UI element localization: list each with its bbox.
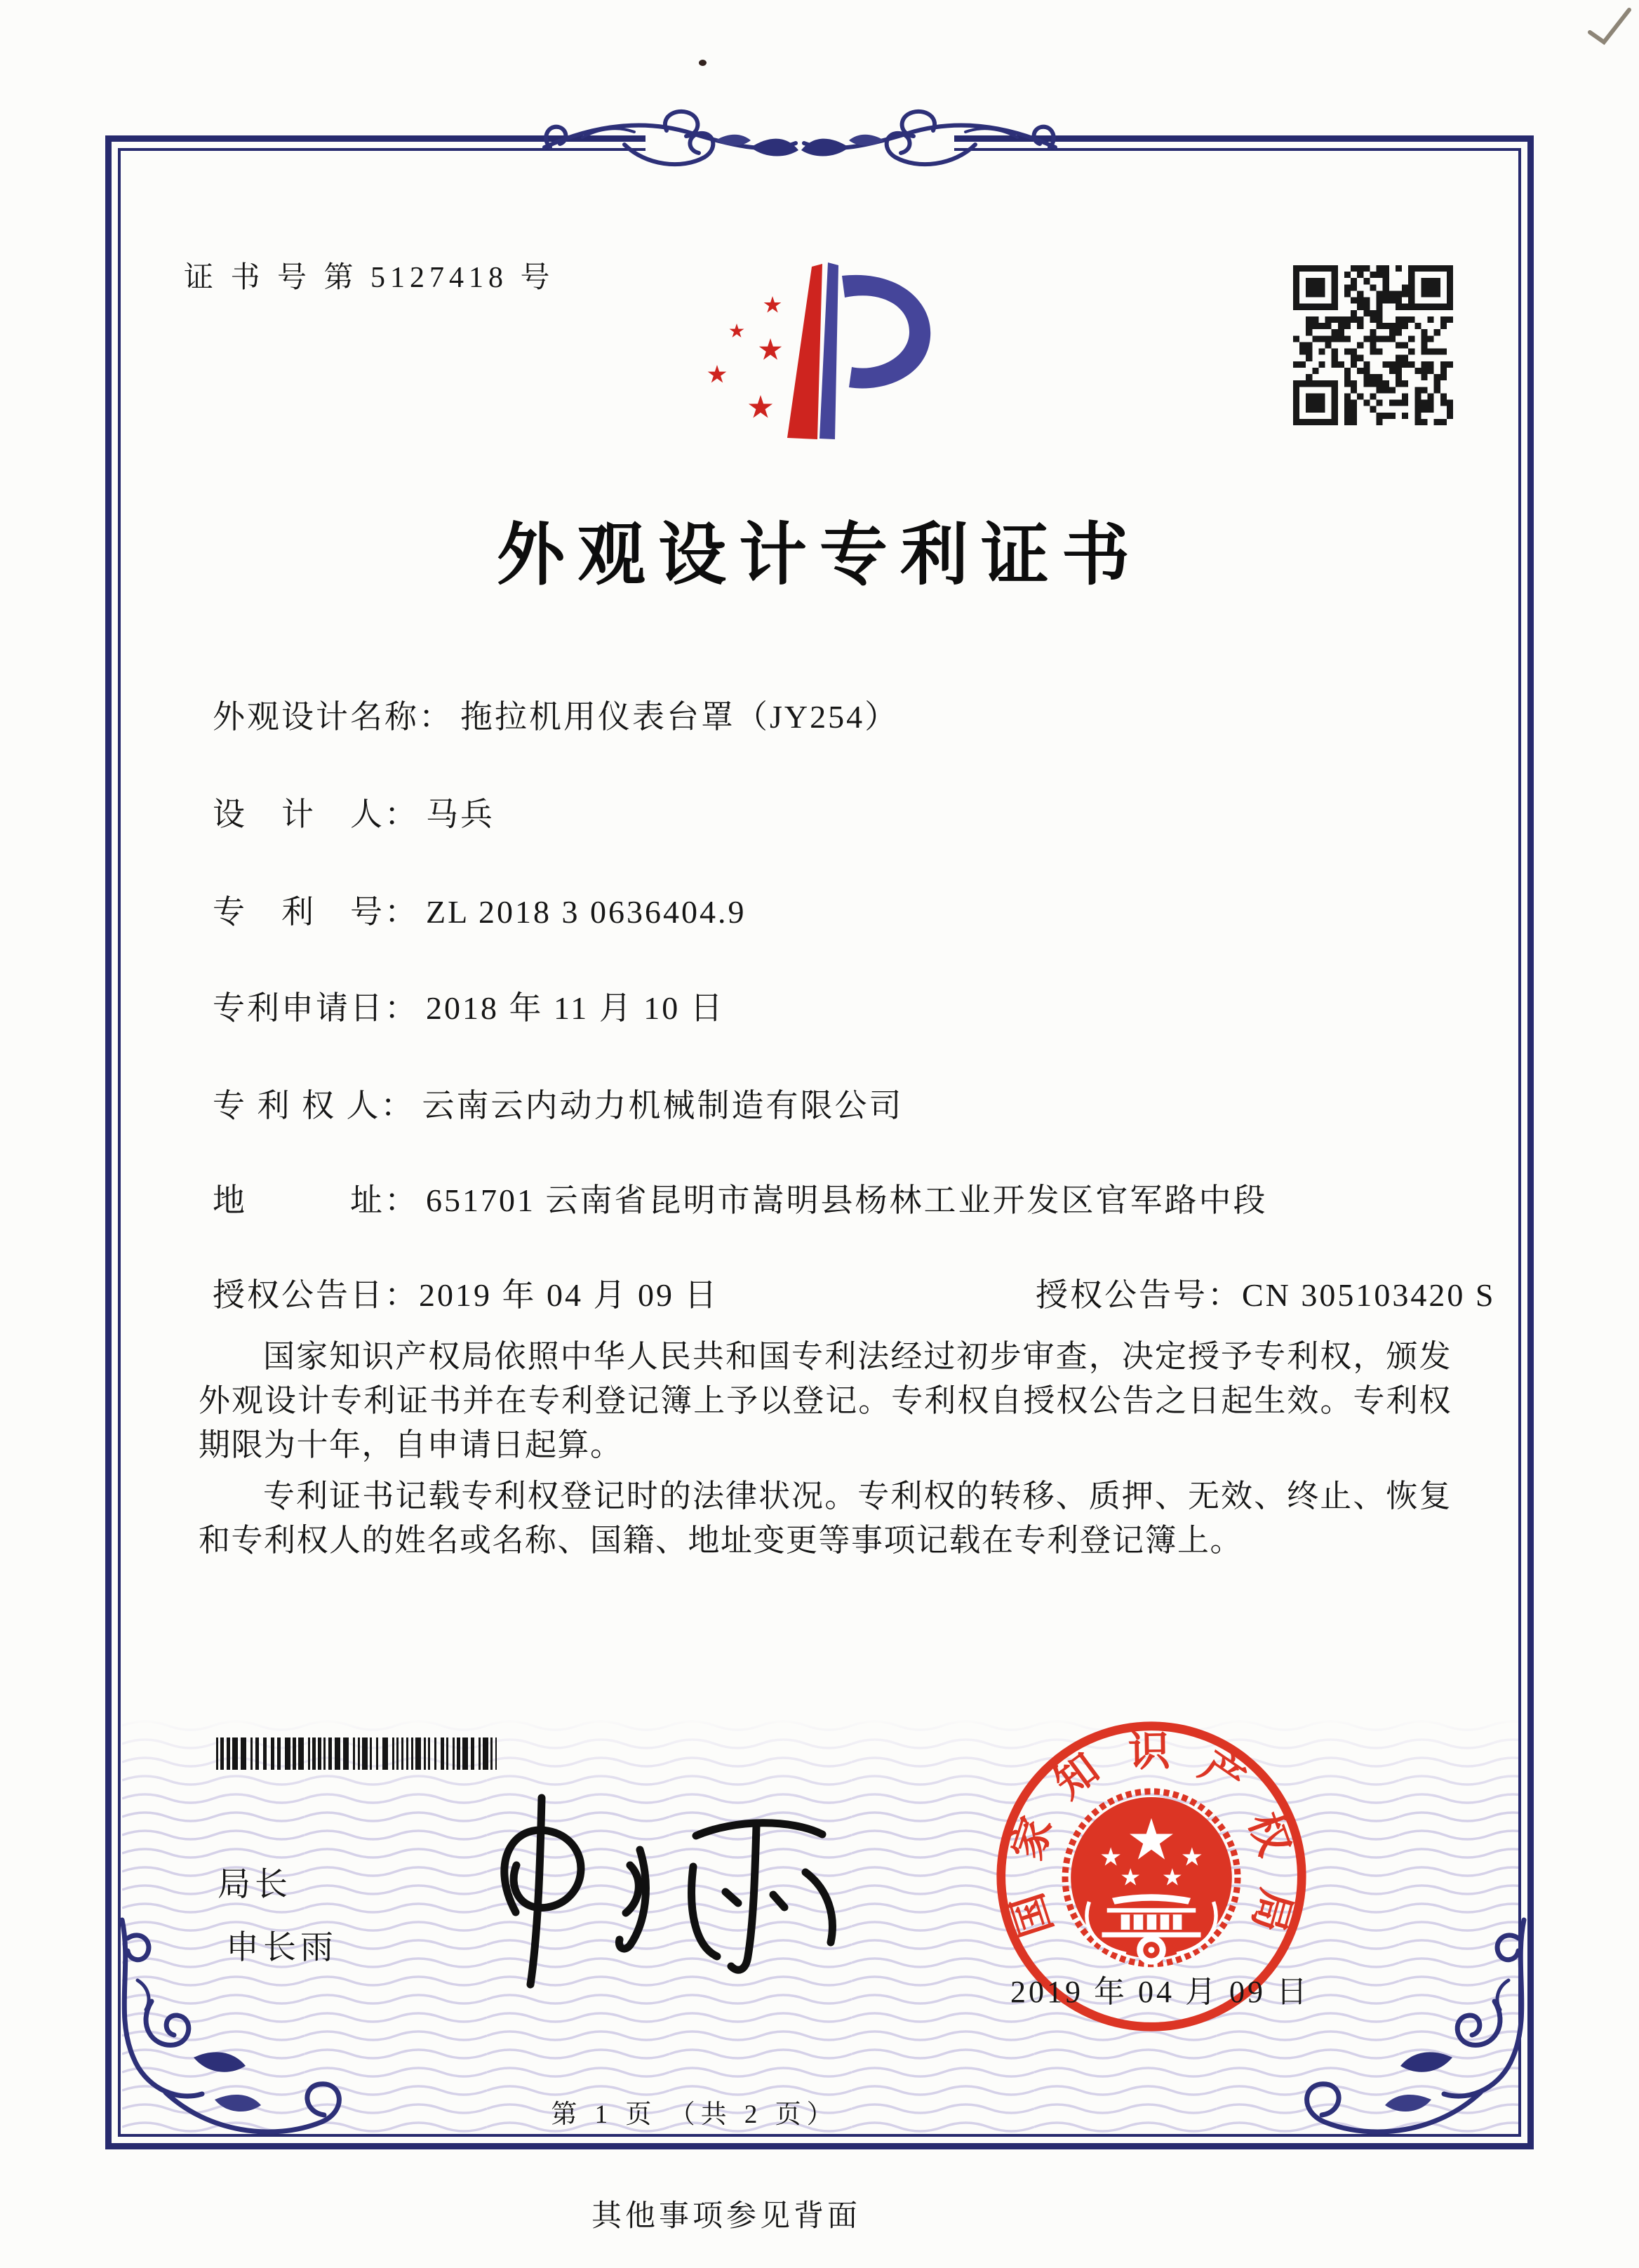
grant-number-label: 授权公告号： — [1036, 1277, 1242, 1313]
field-patentee — [213, 1080, 904, 1126]
field-grant-row — [213, 1269, 1496, 1316]
field-value: ZL 2018 3 0636404.9 — [426, 894, 747, 930]
pen-checkmark — [1584, 6, 1633, 48]
field-value: 拖拉机用仪表台罩（JY254） — [460, 699, 899, 735]
certificate-number: 证 书 号 第 5127418 号 — [184, 262, 555, 294]
officer-title: 局长 — [218, 1867, 292, 1903]
field-label: 专利申请日： — [213, 990, 419, 1026]
grant-date-label: 授权公告日： — [213, 1277, 419, 1313]
certificate-title: 外观设计专利证书 — [497, 516, 1142, 593]
field-designer — [213, 789, 495, 835]
legal-paragraph: 专利证书记载专利权登记时的法律状况。专利权的转移、质押、无效、终止、恢复和专利权人的姓名或名称、国籍、地址变更等事项记载在专利登记簿上。 — [199, 1479, 1452, 1558]
field-design-name — [213, 691, 899, 738]
legal-text-block — [199, 1335, 1452, 1570]
page-number: 第 1 页 （共 2 页） — [551, 2100, 838, 2129]
field-label: 设 计 人： — [213, 796, 419, 832]
qr-code — [1293, 265, 1453, 425]
top-flourish-ornament — [540, 104, 1059, 195]
field-label: 专 利 权 人： — [213, 1088, 415, 1123]
back-side-note: 其他事项参见背面 — [591, 2200, 861, 2233]
seal-arc-text: 国家知识产权局 — [1003, 1727, 1301, 1942]
field-value: 云南云内动力机械制造有限公司 — [422, 1088, 904, 1123]
director-signature — [449, 1768, 898, 2014]
barcode — [216, 1737, 497, 1770]
field-patent-number — [213, 886, 747, 933]
legal-paragraph: 国家知识产权局依照中华人民共和国专利法经过初步审查，决定授予专利权，颁发外观设计专利证书并在专利登记簿上予以登记。专利权自授权公告之日起生效。专利权期限为十年，自申请日起算。 — [199, 1339, 1452, 1462]
grant-number-value: CN 305103420 S — [1242, 1277, 1496, 1313]
seal-date: 2019 年 04 月 09 日 — [1010, 1975, 1310, 2009]
field-value: 2018 年 11 月 10 日 — [426, 990, 725, 1026]
grant-date-value: 2019 年 04 月 09 日 — [419, 1277, 719, 1313]
field-label: 专 利 号： — [213, 894, 419, 930]
field-value: 651701 云南省昆明市嵩明县杨林工业开发区官军路中段 — [426, 1182, 1268, 1218]
ink-dot-artifact — [699, 60, 707, 66]
field-value: 马兵 — [426, 796, 495, 832]
officer-name: 申长雨 — [226, 1930, 337, 1966]
field-label: 外观设计名称： — [213, 699, 453, 735]
national-emblem — [1065, 1792, 1238, 1965]
field-label: 地 址： — [213, 1182, 419, 1218]
field-address — [213, 1175, 1268, 1221]
cnipa-logo — [702, 258, 933, 453]
field-filing-date — [213, 982, 725, 1029]
